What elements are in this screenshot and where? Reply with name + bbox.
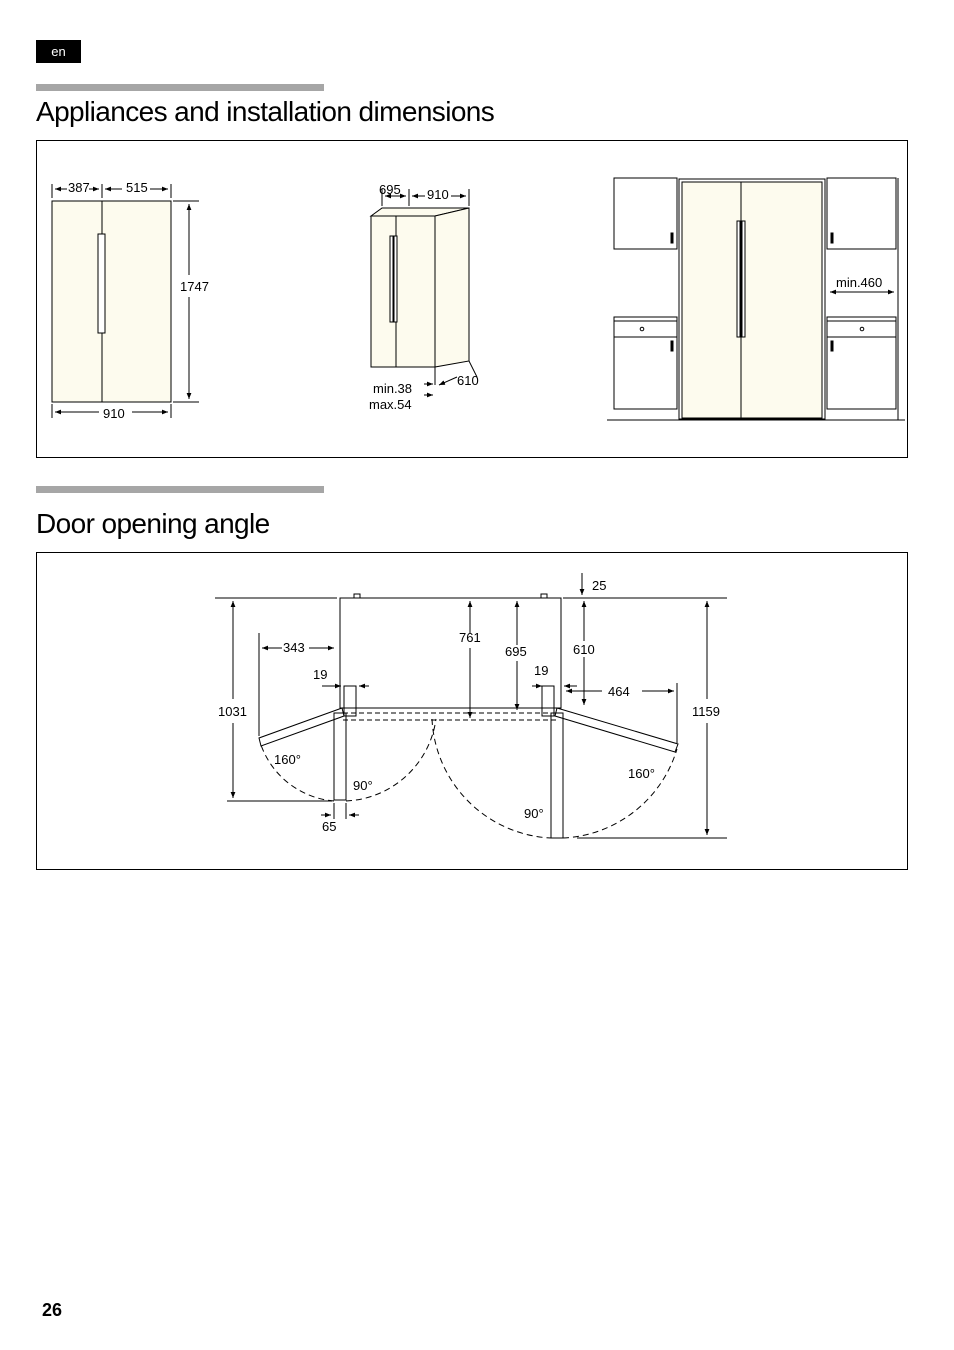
- dim-label: 464: [608, 684, 630, 699]
- angle-label: 90°: [353, 778, 373, 793]
- dim-label: min.460: [836, 275, 883, 290]
- section-title-dimensions: Appliances and installation dimensions: [36, 96, 495, 127]
- door-angle-drawing: [37, 553, 909, 871]
- dim-label: 910: [427, 187, 449, 202]
- angle-label: 160°: [274, 752, 301, 767]
- installation-view: [607, 178, 905, 420]
- dim-label: 1747: [180, 279, 209, 294]
- section-rule: [36, 486, 324, 493]
- dim-label: 515: [126, 180, 148, 195]
- dim-label: 19: [534, 663, 549, 678]
- dim-label: 1031: [218, 704, 247, 719]
- dim-label: 695: [505, 644, 527, 659]
- dim-label: 387: [68, 180, 90, 195]
- dim-label: min.38: [373, 381, 413, 396]
- dim-label: 610: [457, 373, 479, 388]
- dim-label: 695: [379, 182, 401, 197]
- dim-label: 910: [103, 406, 125, 421]
- angle-label: 90°: [524, 806, 544, 821]
- figure-door-angle: [36, 552, 908, 870]
- angle-labels: [218, 578, 720, 834]
- dimensions-drawing: [37, 141, 909, 459]
- dim-label: 761: [459, 630, 481, 645]
- dim-label: 1159: [692, 704, 720, 719]
- dim-label: 610: [573, 642, 595, 657]
- front-view: [52, 184, 199, 418]
- section-title-door-angle: Door opening angle: [36, 508, 270, 539]
- section-rule: [36, 84, 324, 91]
- figure-dimensions: [36, 140, 908, 458]
- dim-label: 343: [283, 640, 305, 655]
- isometric-view: [371, 189, 477, 395]
- dim-label: max.54: [369, 397, 412, 412]
- language-tag: en: [36, 40, 81, 63]
- page-number: 26: [42, 1300, 63, 1320]
- angle-label: 160°: [628, 766, 655, 781]
- dim-label: 25: [592, 578, 607, 593]
- dim-label: 19: [313, 667, 328, 682]
- dim-label: 65: [322, 819, 337, 834]
